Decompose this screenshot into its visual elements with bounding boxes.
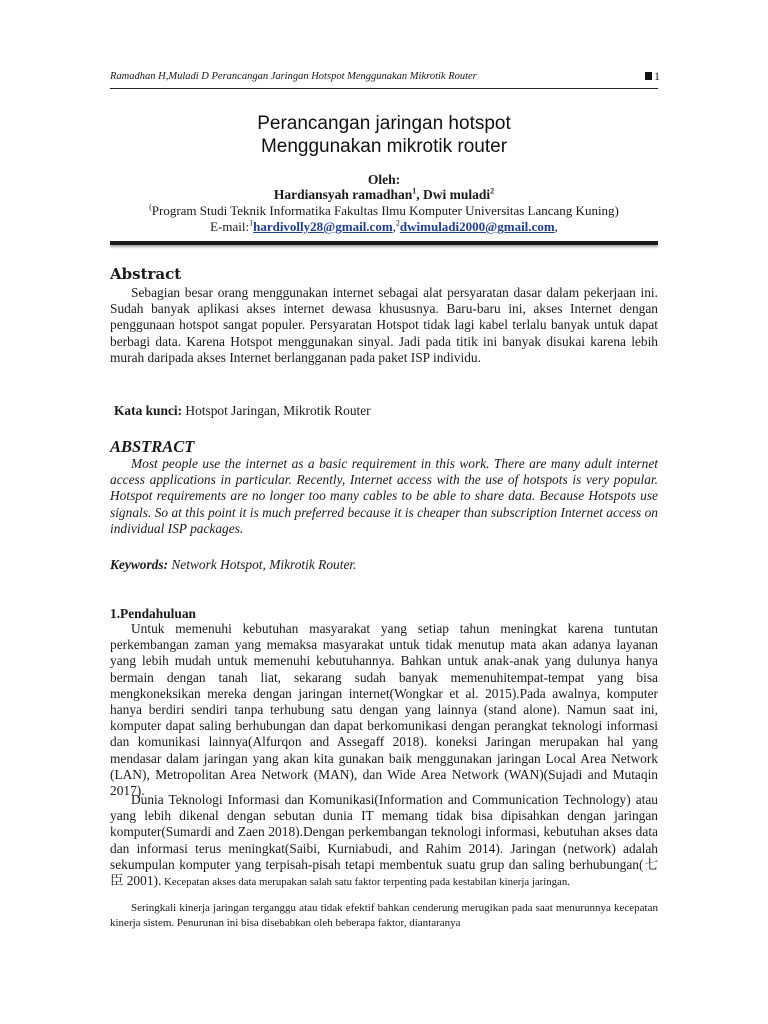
kata-kunci-value: Hotspot Jaringan, Mikrotik Router [182,403,371,418]
paper-title-line-2: Menggunakan mikrotik router [260,136,508,157]
abstract-heading-id: Abstract [110,265,182,283]
running-header: Ramadhan H,Muladi D Perancangan Jaringan Hotspot Menggunakan Mikrotik Router [110,71,477,82]
section-heading: 1.Pendahuluan [110,606,196,621]
section-paragraph-2-main: Dunia Teknologi Informasi dan Komunikasi(Information and Communication Technology) atau yang lebih dikenal dengan sebutan dunia IT memang tidak bisa dipisahkan dengan jaringan komputer(Sumardi and Zaen 2018).Dengan perkembangan teknologi informasi, kebutuhan akses data dan informasi terus meningkat(Saibi, Kurniabudi, and Rahim 2014). Jaringan (network) adalah sekumpulan komputer yang terpisah-pisah tetapi membentuk suatu grup dan saling berhubungan(七臣 2001). [110,792,658,889]
keywords-value: Network Hotspot, Mikrotik Router. [168,557,357,572]
kata-kunci-label: Kata kunci: [114,403,183,418]
square-bullet-icon [645,72,652,80]
affiliation-text: Program Studi Teknik Informatika Fakultas Ilmu Komputer Universitas Lancang Kuning) [151,203,619,218]
section-paragraph-1: Untuk memenuhi kebutuhan masyarakat yang setiap tahun meningkat karena tuntutan perkembangan zaman yang memaksa masyarakat untuk tidak menutup mata akan adanya layanan yang lebih mudah untuk memenuhi kebutuhannya. Bahkan untuk anak-anak yang dulunya hanya bermain dengan tanah liat, sekarang sudah banyak memenuhitempat-tempat yang bisa mengkoneksikan mereka dengan jaringan internet(Wongkar et al. 2015).Pada awalnya, komputer hanya berdiri sendiri tanpa terhubung satu dengan yang lainnya (stand alone). Namun saat ini, komputer dapat saling berhubungan dan dapat berkomunikasi dengan perangkat teknologi informasi dan komunikasi lainnya(Alfurqon and Assegaff 2018). koneksi Jaringan merupakan hal yang mendasar dalam jaringan yang akan kita gunakan baik menggunakan jaringan Local Area Network (LAN), Metropolitan Area Network (MAN), dan Wide Area Network (WAN)(Sujadi and Mutaqin 2017). [110,621,658,799]
email-label: E-mail: [210,219,250,234]
title-divider [110,241,658,245]
keywords [110,557,356,573]
authors [110,187,658,203]
section-paragraph-2 [110,792,658,890]
author-2-sup: 2 [490,186,495,196]
email-separator: , [392,219,396,234]
affiliation [110,203,658,219]
keywords-label: Keywords: [110,557,169,572]
author-1: Hardiansyah ramadhan [273,187,413,202]
author-1-sup: 1 [412,186,417,196]
email-2-link[interactable]: dwimuladi2000@gmail.com [399,219,555,234]
email-end: , [554,219,558,234]
author-2: Dwi muladi [423,187,491,202]
header-rule [110,88,658,89]
email-2-sup: 2 [395,218,400,228]
paper-title-line-1: Perancangan jaringan hotspot [257,113,511,134]
abstract-text-id: Sebagian besar orang menggunakan internet sebagai alat persyaratan dasar dalam pekerjaan ini. Sudah banyak aplikasi akses internet dewasa khususnya. Baru-baru ini, akses Internet dengan penggunaan hotspot sangat populer. Persyaratan Hotspot tidak lagi kabel terlalu banyak untuk dapat berbagi data. Karena Hotspot menggunakan sinyal. Jadi pada titik ini banyak disukai karena lebih murah daripada akses Internet berlangganan pada paket ISP individu. [110,285,658,365]
abstract-text-en: Most people use the internet as a basic requirement in this work. There are many adult internet access applications in particular. Recently, Internet access with the use of hotspots is very popular. Hotspot requirements are no longer too many cables to be able to share data. Because Hotspots use signals. So at this point it is much preferred because it is cheaper than subscription Internet access on individual ISP packages. [110,456,658,536]
page-number-value: 1 [654,69,660,83]
email-1-sup: 1 [249,218,254,228]
kata-kunci [114,403,371,419]
email-line [110,219,658,235]
byline-oleh: Oleh: [367,172,401,187]
author-separator: , [416,187,424,202]
abstract-heading-en: ABSTRACT [110,437,195,456]
section-paragraph-3: Seringkali kinerja jaringan terganggu atau tidak efektif bahkan cenderung merugikan pada saat menurunnya kecepatan kinerja sistem. Penurunan ini bisa disebabkan oleh beberapa faktor, diantaranya [110,902,658,929]
email-1-link[interactable]: hardivolly28@gmail.com [253,219,393,234]
page-number [645,69,660,83]
section-paragraph-2-small: Kecepatan akses data merupakan salah satu faktor terpenting pada kestabilan kinerja jaringan. [161,876,570,889]
affiliation-sup: ( [149,202,152,212]
